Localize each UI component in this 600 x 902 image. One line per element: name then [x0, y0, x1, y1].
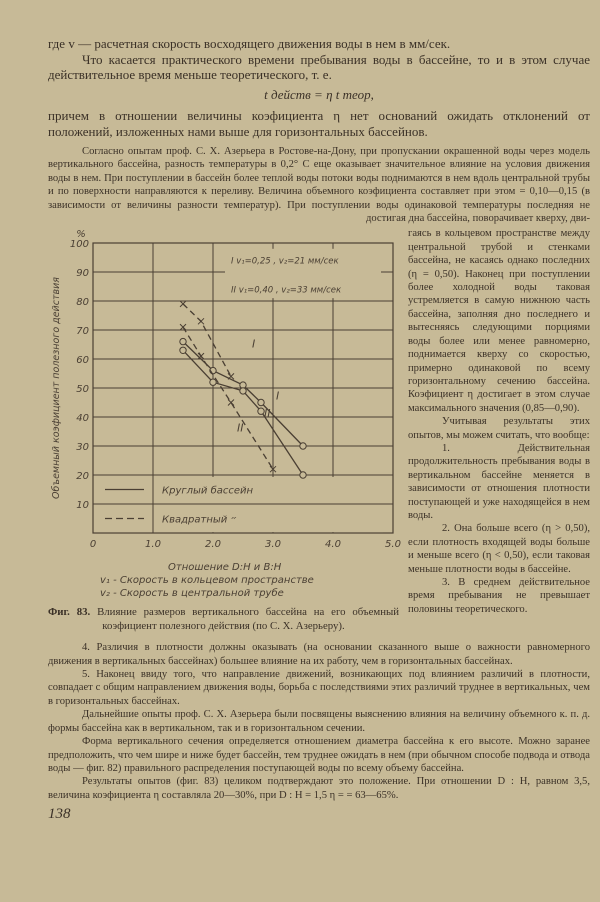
series-label: I	[276, 390, 280, 404]
paragraph: 4. Различия в плотности должны оказывать (на основании сказанного выше о важности равномерного движения в вертикальных бассейнах) большее влияние на их работу, чем в горизонтальных бассейнах.	[48, 642, 590, 667]
list-item: 1. Действительная продолжительность пребывания воды в вертикальном бассейне меняется в зависимости от отношения плотности поступающей и уже находящейся в нем воды.	[408, 442, 590, 521]
y-tick-label: 40	[76, 413, 89, 425]
list-item: 2. Она больше всего (η > 0,50), если плотность входящей воды больше и меньше всего (η < 0,50), если таковая меньше плотности воды в бассейне.	[408, 523, 590, 575]
top-text	[48, 36, 590, 139]
figure-row	[48, 227, 590, 633]
right-column	[408, 227, 590, 616]
paragraph: Согласно опытам проф. С. Х. Азерьера в Ростове-на-Дону, при пропускании окрашенной воды через модель вертикального бассейна, разность температуры в 0,2° С еще оказывает значительное влияние на условия движения воды в нем. При поступлении в бассейн более теплой воды потоки воды поднимаются в нем вдоль центральной трубы и по поверхности направляются к переливу. Величина объемного коэфициента составляет при этом = 0,10—0,15 (в зависимости от величины разности температур). При поступлении воды одинаковой температуры последняя не достигая дна бассейна, поворачивает кверху, дви-	[48, 146, 590, 225]
list-item: 3. В среднем действительное время пребывания не превышает половины теоретического.	[408, 577, 590, 615]
series-label: II	[237, 421, 244, 435]
chart	[48, 227, 403, 557]
data-point	[258, 400, 264, 406]
formula: t действ = η t теор,	[264, 86, 374, 102]
x-tick-label: 3.0	[265, 539, 281, 551]
data-point	[228, 374, 234, 380]
paragraph: где v — расчетная скорость восходящего движения воды в нем в мм/сек.	[48, 36, 451, 51]
data-point	[198, 319, 204, 325]
data-point	[180, 301, 186, 307]
y-tick-label: 100	[69, 239, 89, 251]
v2-note: v₂ - Скорость в центральной трубе	[100, 588, 284, 600]
data-point	[180, 339, 186, 345]
legend-label: Квадратный ״	[162, 514, 237, 526]
paragraph: гаясь в кольцевом пространстве между центральной трубой и стенками бассейна, не касаясь однако последних (η = 0,50). Наконец при поступлении более холодной воды таковая устремляется в самую нижнюю часть бассейна, заполняя дно последнего и вытесняясь следующими порциями воды более или менее равномерно, поднимается кверху со скоростью, примерно одинаковой по всему горизонтальному сечению бассейна. Коэфициент η достигает в этом случае максимального значения (0,85—0,90).	[408, 228, 590, 414]
v1-note: v₁ - Скорость в кольцевом пространстве	[100, 575, 314, 587]
caption-label: Фиг. 83.	[48, 606, 91, 619]
figure-83	[48, 227, 403, 633]
y-tick-label: 60	[76, 355, 89, 367]
paragraph: Результаты опытов (фиг. 83) целиком подтверждают это положение. При отношении D : H, равном 3,5, величина коэфициента η составляла 20—30%, при D : H = 1,5 η = = 63—65%.	[48, 776, 590, 801]
y-tick-label: 90	[76, 268, 89, 280]
paragraph: Дальнейшие опыты проф. С. Х. Азерьера были посвящены выяснению влияния на величину объемного к. п. д. формы бассейна как в вертикальном, так и в горизонтальном сечении.	[48, 709, 590, 734]
data-point	[240, 388, 246, 394]
y-axis-title: Объемный коэфициент полезного действия	[51, 277, 62, 500]
middle-text	[48, 145, 590, 225]
series-label: II	[264, 407, 271, 421]
data-point	[300, 443, 306, 449]
page	[48, 0, 590, 843]
data-point	[228, 400, 234, 406]
paragraph: Учитывая результаты этих опытов, мы можем считать, что вообще:	[408, 416, 590, 441]
data-point	[300, 472, 306, 478]
legend-label: Круглый бассейн	[162, 485, 254, 497]
page-number: 138	[48, 806, 71, 823]
x-tick-label: 0	[89, 539, 97, 551]
y-tick-label: 20	[76, 471, 89, 483]
paragraph: 5. Наконец ввиду того, что направление движений, возникающих под влиянием различий в плотности, совпадает с общим направлением движения воды, борьба с последствиями этих различий труднее в вертикальных, чем в горизонтальных бассейнах.	[48, 669, 590, 707]
x-tick-label: 4.0	[325, 539, 341, 551]
paragraph: Что касается практического времени пребывания воды в бассейне, то и в этом случае действительное время меньше теоретического, т. е.	[48, 51, 590, 82]
paragraph: Форма вертикального сечения определяется отношением диаметра бассейна к его высоте. Можно заранее предположить, что чем шире и ниже будет бассейн, тем труднее ожидать в нем (при обычном способе подвода и отвода воды — фиг. 82) правильного распределения поступающей воды по всему объему бассейна.	[48, 736, 590, 774]
series-line-II-round	[183, 351, 303, 476]
y-tick-label: 30	[76, 442, 89, 454]
bottom-text	[48, 641, 590, 802]
data-point	[180, 348, 186, 354]
y-tick-label: 50	[76, 384, 89, 396]
figure-caption	[48, 606, 403, 633]
series-label: I	[252, 337, 256, 351]
y-unit-label: %	[76, 229, 86, 241]
x-tick-label: 5.0	[385, 539, 401, 551]
x-tick-label: 2.0	[205, 539, 221, 551]
y-tick-label: 70	[76, 326, 89, 338]
paragraph: причем в отношении величины коэфициента η нет оснований ожидать отклонений от положений, изложенных нами выше для горизонтальных бассейнов.	[48, 108, 590, 139]
x-axis-title: Отношение D:H и B:H	[168, 562, 282, 574]
annotation-label: I v₁=0,25 , v₂=21 мм/сек	[231, 256, 339, 267]
series-line-II-square	[183, 328, 273, 470]
y-tick-label: 10	[76, 500, 89, 512]
x-tick-label: 1.0	[145, 539, 161, 551]
data-point	[180, 325, 186, 331]
data-point	[210, 379, 216, 385]
caption-text: Влияние размеров вертикального бассейна на его объемный коэфициент полезного действия (по С. Х. Азерьеру).	[97, 606, 400, 632]
y-tick-label: 80	[76, 297, 89, 309]
annotation-label: II v₁=0,40 , v₂=33 мм/сек	[231, 285, 342, 296]
